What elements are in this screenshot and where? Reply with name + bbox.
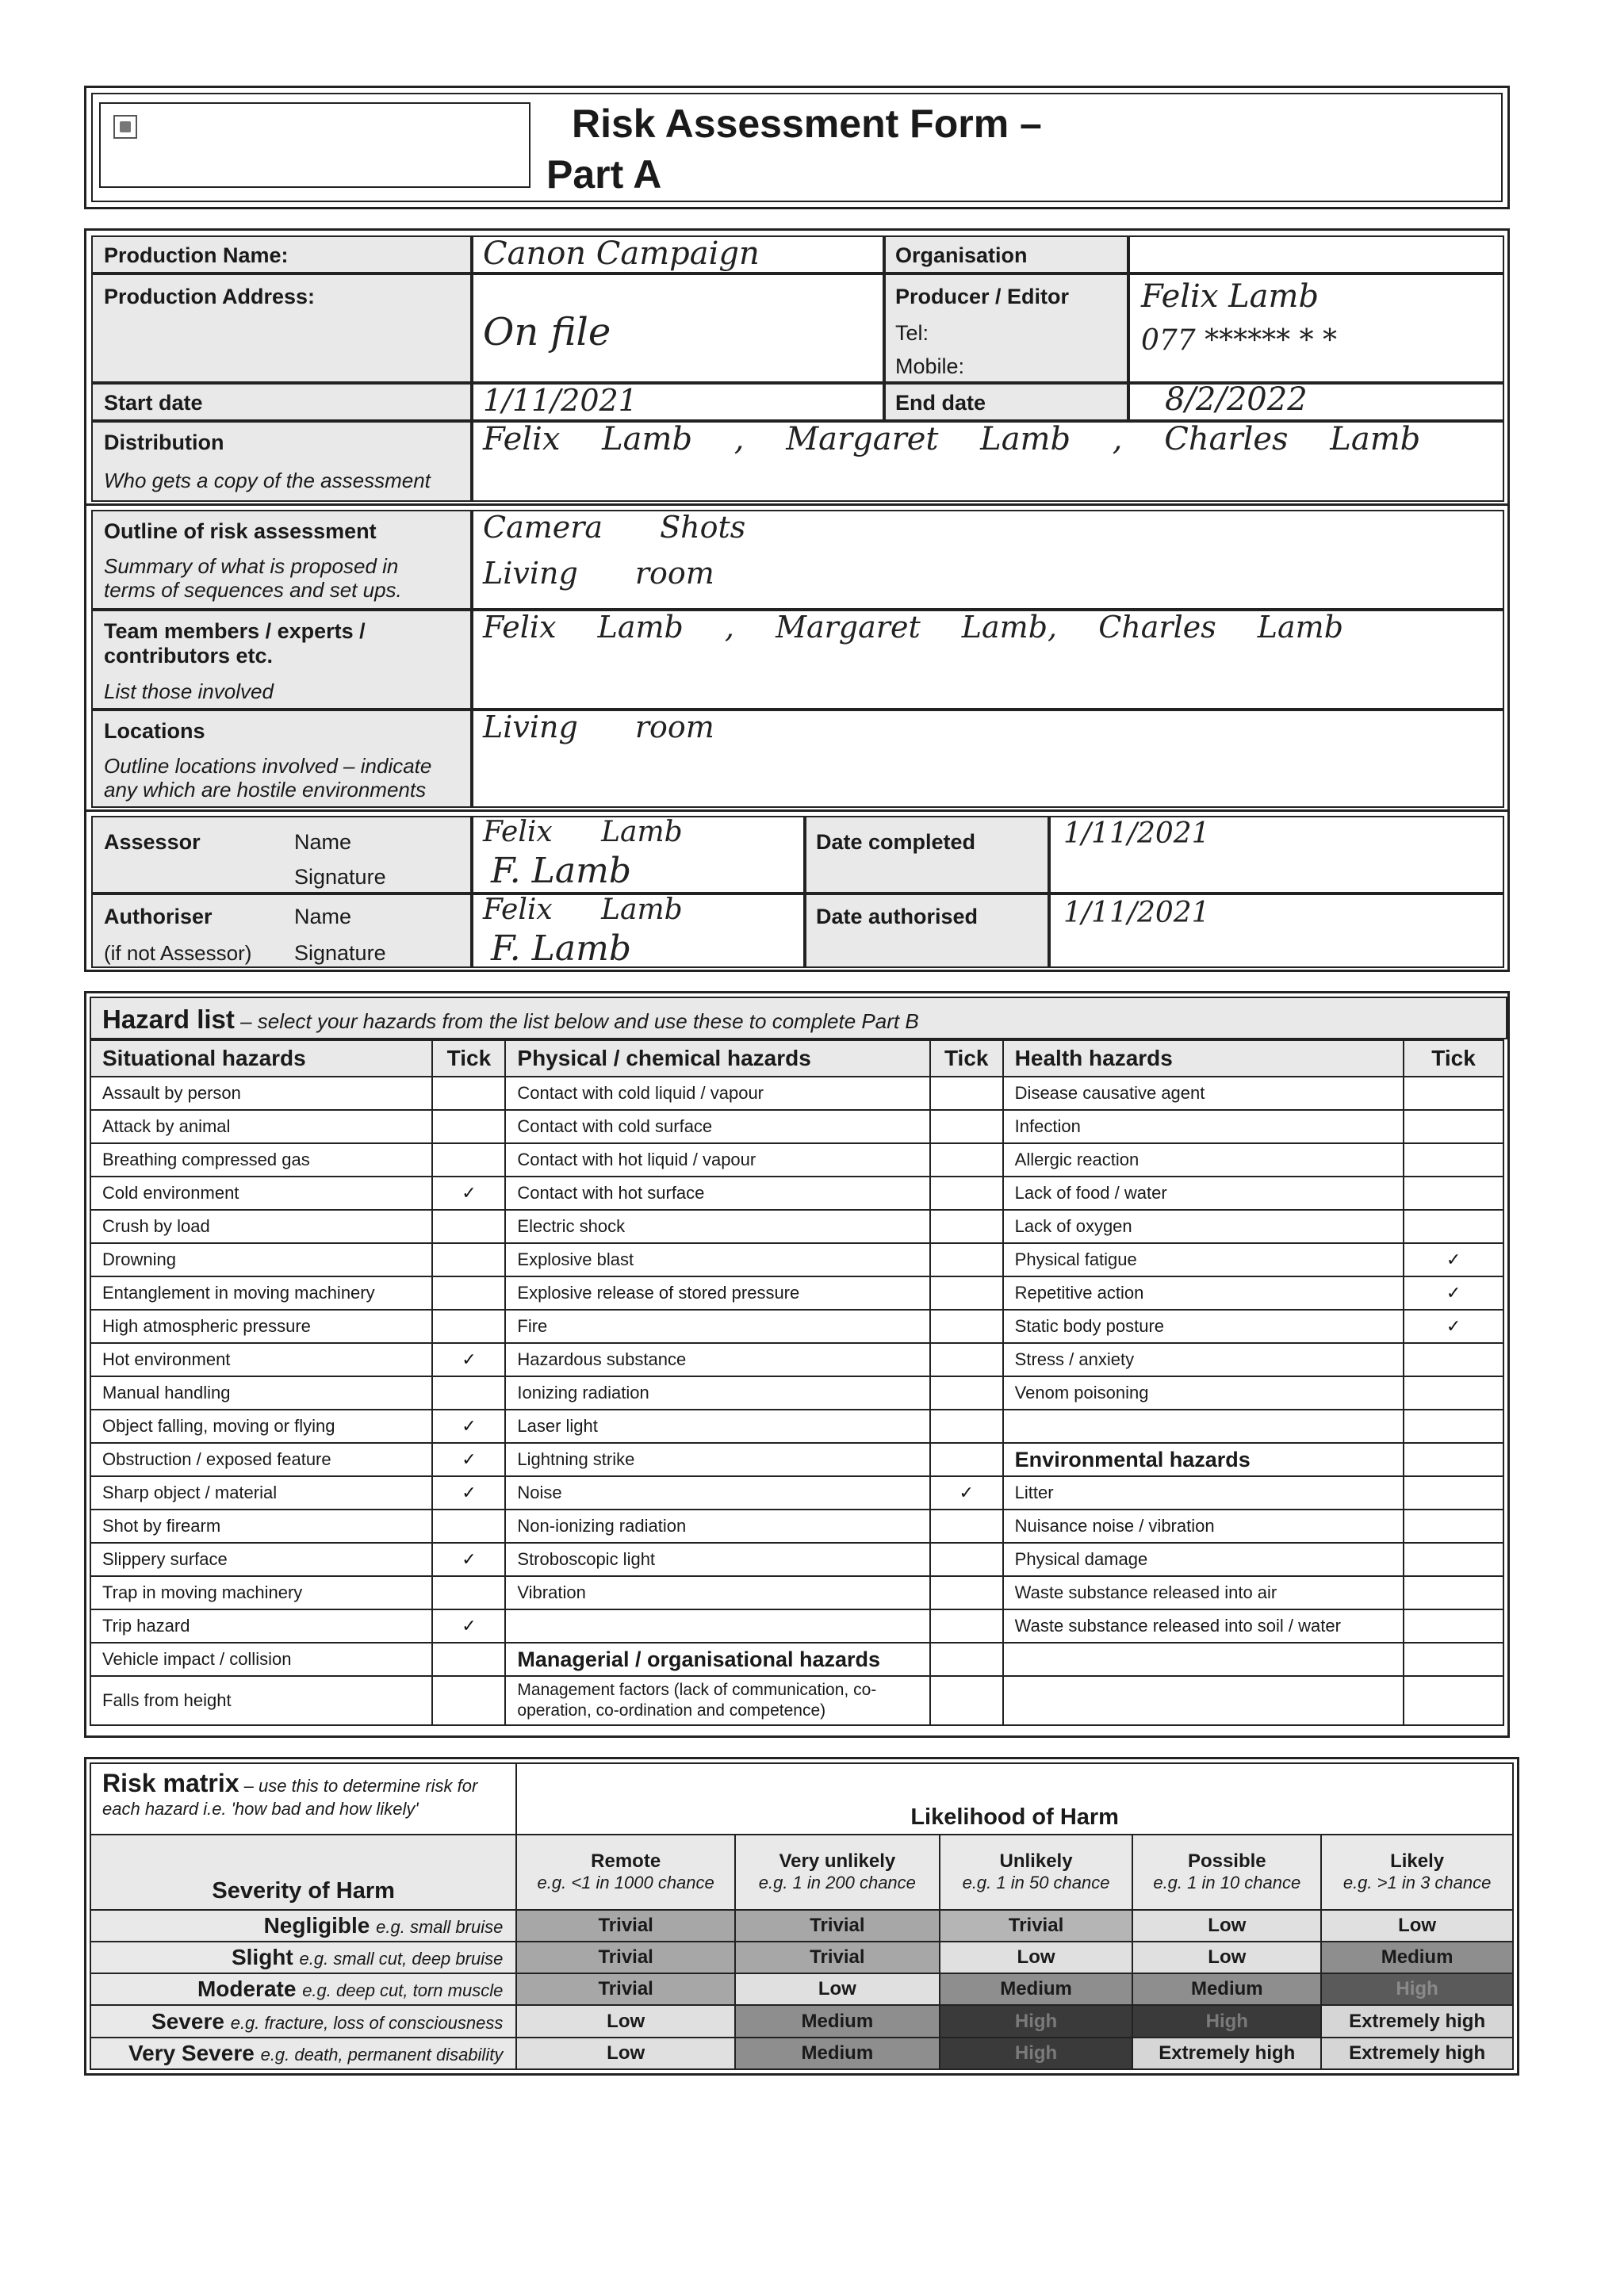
hazard-row bbox=[90, 1643, 1503, 1676]
empty-tick-cell bbox=[930, 1609, 1003, 1643]
date-completed-value[interactable]: 1/11/2021 bbox=[1063, 817, 1210, 850]
risk-level-cell: High bbox=[1321, 1973, 1513, 2005]
health-hazard-label: Repetitive action bbox=[1003, 1276, 1404, 1310]
locations-label: Locations bbox=[104, 719, 205, 743]
situational-hazard-label: Attack by animal bbox=[90, 1110, 432, 1143]
situational-hazard-label: Obstruction / exposed feature bbox=[90, 1443, 432, 1476]
producer-editor-value[interactable]: Felix Lamb bbox=[1141, 278, 1320, 315]
health-hazard-tick[interactable] bbox=[1404, 1077, 1503, 1110]
risk-matrix bbox=[84, 1757, 1519, 2076]
severity-label bbox=[90, 1942, 516, 1973]
tick-header: Tick bbox=[1404, 1040, 1503, 1077]
hazard-row bbox=[90, 1543, 1503, 1576]
production-address-value[interactable]: On file bbox=[483, 310, 611, 354]
risk-level-cell: High bbox=[1132, 2005, 1321, 2037]
health-hazard-label: Infection bbox=[1003, 1110, 1404, 1143]
hazard-row bbox=[90, 1676, 1503, 1725]
production-name-value[interactable]: Canon Campaign bbox=[483, 235, 760, 272]
physical-hazard-tick[interactable] bbox=[930, 1676, 1003, 1725]
severity-row bbox=[90, 1942, 1513, 1973]
physical-hazard-label: Hazardous substance bbox=[505, 1343, 929, 1376]
physical-hazard-label: Contact with cold liquid / vapour bbox=[505, 1077, 929, 1110]
tick-header: Tick bbox=[930, 1040, 1003, 1077]
severity-example: e.g. small bruise bbox=[376, 1916, 504, 1937]
distribution-label: Distribution bbox=[104, 430, 224, 454]
date-completed-label: Date completed bbox=[816, 830, 976, 854]
severity-name: Severe bbox=[151, 2008, 224, 2034]
physical-hazard-tick[interactable] bbox=[930, 1310, 1003, 1343]
health-hazard-tick[interactable] bbox=[1404, 1376, 1503, 1410]
form-header bbox=[84, 86, 1510, 209]
risk-matrix-subtitle: – use this to determine risk for each hazard i.e. 'how bad and how likely' bbox=[102, 1776, 478, 1819]
risk-level-cell: Medium bbox=[735, 2038, 940, 2069]
assessor-label: Assessor bbox=[104, 830, 201, 854]
physical-hazard-label: Explosive blast bbox=[505, 1243, 929, 1276]
risk-level-cell: Extremely high bbox=[1321, 2038, 1513, 2069]
empty-cell bbox=[1003, 1676, 1404, 1725]
situational-hazard-tick[interactable] bbox=[432, 1110, 505, 1143]
risk-level-cell: Low bbox=[1321, 1910, 1513, 1942]
physical-hazard-tick[interactable] bbox=[930, 1443, 1003, 1476]
severity-label bbox=[90, 2038, 516, 2069]
empty-tick-cell bbox=[930, 1643, 1003, 1676]
physical-hazard-label: Management factors (lack of communication, co-operation, co-ordination and competence) bbox=[505, 1676, 929, 1725]
health-hazard-tick[interactable] bbox=[1404, 1343, 1503, 1376]
situational-hazard-label: Object falling, moving or flying bbox=[90, 1410, 432, 1443]
health-hazard-tick[interactable] bbox=[1404, 1476, 1503, 1510]
situational-hazard-tick[interactable] bbox=[432, 1077, 505, 1110]
health-hazard-tick[interactable] bbox=[1404, 1609, 1503, 1643]
risk-level-cell: Low bbox=[735, 1973, 940, 2005]
physical-hazard-label: Contact with cold surface bbox=[505, 1110, 929, 1143]
empty-cell bbox=[1003, 1643, 1404, 1676]
assessor-name-value[interactable]: Felix Lamb bbox=[483, 816, 683, 848]
situational-hazard-tick[interactable]: ✓ bbox=[432, 1476, 505, 1510]
physical-hazard-tick[interactable] bbox=[930, 1410, 1003, 1443]
health-hazard-tick[interactable] bbox=[1404, 1543, 1503, 1576]
hazard-row bbox=[90, 1210, 1503, 1243]
health-hazard-label: Disease causative agent bbox=[1003, 1077, 1404, 1110]
production-name-label: Production Name: bbox=[104, 243, 289, 267]
authoriser-signature-value[interactable]: F. Lamb bbox=[491, 928, 631, 969]
physical-hazard-tick[interactable] bbox=[930, 1276, 1003, 1310]
physical-hazard-tick[interactable] bbox=[930, 1543, 1003, 1576]
severity-example: e.g. fracture, loss of consciousness bbox=[230, 2012, 504, 2033]
severity-name: Moderate bbox=[197, 1976, 297, 2002]
situational-hazard-label: Drowning bbox=[90, 1243, 432, 1276]
risk-matrix-title: Risk matrix bbox=[102, 1769, 239, 1797]
severity-row bbox=[90, 2005, 1513, 2037]
risk-level-cell: Trivial bbox=[735, 1942, 940, 1973]
distribution-sublabel: Who gets a copy of the assessment bbox=[104, 469, 431, 492]
likelihood-example: e.g. 1 in 10 chance bbox=[1153, 1873, 1301, 1893]
production-details bbox=[84, 228, 1510, 972]
outline-value-line2[interactable]: Living room bbox=[483, 556, 714, 591]
situational-hazard-tick[interactable] bbox=[432, 1643, 505, 1676]
authoriser-name-label: Name bbox=[294, 905, 352, 928]
authoriser-name-value[interactable]: Felix Lamb bbox=[483, 894, 683, 926]
hazard-row bbox=[90, 1476, 1503, 1510]
situational-hazard-tick[interactable] bbox=[432, 1510, 505, 1543]
health-hazard-tick[interactable]: ✓ bbox=[1404, 1276, 1503, 1310]
situational-hazard-tick[interactable] bbox=[432, 1376, 505, 1410]
situational-hazard-label: Breathing compressed gas bbox=[90, 1143, 432, 1177]
severity-name: Very Severe bbox=[128, 2040, 255, 2065]
situational-hazard-tick[interactable]: ✓ bbox=[432, 1177, 505, 1210]
team-sublabel: List those involved bbox=[104, 679, 274, 703]
risk-level-cell: Trivial bbox=[940, 1910, 1133, 1942]
health-hazard-label: Litter bbox=[1003, 1476, 1404, 1510]
situational-hazard-tick[interactable]: ✓ bbox=[432, 1343, 505, 1376]
health-hazard-label: Stress / anxiety bbox=[1003, 1343, 1404, 1376]
hazard-table bbox=[90, 1039, 1504, 1726]
physical-hazard-label: Explosive release of stored pressure bbox=[505, 1276, 929, 1310]
empty-cell bbox=[1003, 1410, 1404, 1443]
severity-example: e.g. death, permanent disability bbox=[260, 2044, 504, 2064]
risk-level-cell: High bbox=[940, 2038, 1133, 2069]
health-hazard-label: Static body posture bbox=[1003, 1310, 1404, 1343]
hazard-row bbox=[90, 1276, 1503, 1310]
situational-hazard-label: Cold environment bbox=[90, 1177, 432, 1210]
risk-level-cell: Trivial bbox=[516, 1910, 735, 1942]
physical-hazard-label: Vibration bbox=[505, 1576, 929, 1609]
physical-hazard-tick[interactable] bbox=[930, 1143, 1003, 1177]
physical-hazard-tick[interactable] bbox=[930, 1376, 1003, 1410]
risk-matrix-table bbox=[90, 1762, 1514, 2070]
situational-hazard-label: Falls from height bbox=[90, 1676, 432, 1725]
severity-example: e.g. deep cut, torn muscle bbox=[302, 1980, 504, 2001]
severity-of-harm-label: Severity of Harm bbox=[212, 1877, 395, 1904]
situational-hazard-label: Vehicle impact / collision bbox=[90, 1643, 432, 1676]
team-value[interactable]: Felix Lamb , Margaret Lamb, Charles Lamb bbox=[483, 610, 1344, 645]
hazard-row bbox=[90, 1143, 1503, 1177]
situational-hazard-tick[interactable] bbox=[432, 1276, 505, 1310]
empty-tick-cell bbox=[1404, 1443, 1503, 1476]
situational-hazard-label: Hot environment bbox=[90, 1343, 432, 1376]
situational-hazard-label: Shot by firearm bbox=[90, 1510, 432, 1543]
situational-hazard-label: Sharp object / material bbox=[90, 1476, 432, 1510]
severity-row bbox=[90, 1910, 1513, 1942]
situational-hazard-tick[interactable]: ✓ bbox=[432, 1410, 505, 1443]
hazard-row bbox=[90, 1177, 1503, 1210]
physical-hazard-label: Non-ionizing radiation bbox=[505, 1510, 929, 1543]
mobile-label: Mobile: bbox=[895, 354, 965, 378]
physical-hazard-label: Ionizing radiation bbox=[505, 1376, 929, 1410]
physical-hazard-label: Noise bbox=[505, 1476, 929, 1510]
health-hazard-label: Lack of oxygen bbox=[1003, 1210, 1404, 1243]
severity-label bbox=[90, 1973, 516, 2005]
severity-row bbox=[90, 2038, 1513, 2069]
hazard-row bbox=[90, 1310, 1503, 1343]
situational-hazard-tick[interactable] bbox=[432, 1210, 505, 1243]
tick-header: Tick bbox=[432, 1040, 505, 1077]
physical-hazard-label: Fire bbox=[505, 1310, 929, 1343]
team-label: Team members / experts / contributors etc. bbox=[104, 619, 366, 668]
likelihood-name: Very unlikely bbox=[779, 1850, 896, 1873]
likelihood-remote bbox=[516, 1835, 735, 1910]
risk-level-cell: Low bbox=[1132, 1910, 1321, 1942]
health-hazard-label: Physical fatigue bbox=[1003, 1243, 1404, 1276]
physical-hazard-tick[interactable] bbox=[930, 1243, 1003, 1276]
hazard-row bbox=[90, 1510, 1503, 1543]
health-hazard-label: Physical damage bbox=[1003, 1543, 1404, 1576]
situational-hazard-label: Slippery surface bbox=[90, 1543, 432, 1576]
likelihood-very-unlikely bbox=[735, 1835, 940, 1910]
situational-hazard-tick[interactable] bbox=[432, 1676, 505, 1725]
health-hazard-tick[interactable] bbox=[1404, 1110, 1503, 1143]
outline-label: Outline of risk assessment bbox=[104, 519, 377, 543]
form-title-line2: Part A bbox=[546, 152, 662, 197]
situational-hazard-tick[interactable] bbox=[432, 1310, 505, 1343]
empty-tick-cell bbox=[1404, 1410, 1503, 1443]
hazard-list-title: Hazard list bbox=[102, 1004, 235, 1034]
environmental-hazards-header: Environmental hazards bbox=[1003, 1443, 1404, 1476]
assessor-name-label: Name bbox=[294, 830, 352, 854]
outline-sublabel: Summary of what is proposed in terms of sequences and set ups. bbox=[104, 554, 402, 602]
physical-hazard-tick[interactable] bbox=[930, 1177, 1003, 1210]
authoriser-signature-label: Signature bbox=[294, 941, 386, 965]
start-date-value[interactable]: 1/11/2021 bbox=[483, 383, 638, 418]
risk-level-cell: Low bbox=[516, 2038, 735, 2069]
organisation-label: Organisation bbox=[895, 243, 1028, 267]
risk-level-cell: Extremely high bbox=[1132, 2038, 1321, 2069]
date-authorised-label: Date authorised bbox=[816, 905, 979, 928]
hazard-row bbox=[90, 1576, 1503, 1609]
risk-level-cell: Medium bbox=[1132, 1973, 1321, 2005]
severity-label bbox=[90, 2005, 516, 2037]
risk-level-cell: Low bbox=[940, 1942, 1133, 1973]
situational-hazard-tick[interactable]: ✓ bbox=[432, 1609, 505, 1643]
hazard-row bbox=[90, 1343, 1503, 1376]
locations-value[interactable]: Living room bbox=[483, 710, 714, 744]
broken-image-icon bbox=[113, 115, 137, 139]
situational-hazard-label: Trap in moving machinery bbox=[90, 1576, 432, 1609]
situational-hazard-label: Manual handling bbox=[90, 1376, 432, 1410]
physical-hazard-label: Lightning strike bbox=[505, 1443, 929, 1476]
likelihood-name: Possible bbox=[1187, 1850, 1266, 1873]
risk-level-cell: Trivial bbox=[516, 1973, 735, 2005]
likelihood-likely bbox=[1321, 1835, 1513, 1910]
risk-level-cell: Extremely high bbox=[1321, 2005, 1513, 2037]
severity-example: e.g. small cut, deep bruise bbox=[299, 1949, 504, 1969]
assessor-signature-label: Signature bbox=[294, 865, 386, 889]
health-hazard-label: Waste substance released into air bbox=[1003, 1576, 1404, 1609]
health-hazard-tick[interactable] bbox=[1404, 1177, 1503, 1210]
form-title-line1: Risk Assessment Form – bbox=[572, 101, 1042, 146]
hazard-row bbox=[90, 1376, 1503, 1410]
situational-hazard-label: Trip hazard bbox=[90, 1609, 432, 1643]
likelihood-example: e.g. <1 in 1000 chance bbox=[537, 1873, 714, 1893]
end-date-label: End date bbox=[895, 391, 986, 415]
hazard-row bbox=[90, 1410, 1503, 1443]
likelihood-example: e.g. >1 in 3 chance bbox=[1342, 1873, 1492, 1893]
physical-hazard-label: Electric shock bbox=[505, 1210, 929, 1243]
hazard-row bbox=[90, 1443, 1503, 1476]
situational-hazard-label: Assault by person bbox=[90, 1077, 432, 1110]
physical-hazard-tick[interactable] bbox=[930, 1110, 1003, 1143]
hazard-row bbox=[90, 1243, 1503, 1276]
physical-hazard-tick[interactable] bbox=[930, 1343, 1003, 1376]
physical-hazard-tick[interactable] bbox=[930, 1077, 1003, 1110]
health-hazard-tick[interactable]: ✓ bbox=[1404, 1243, 1503, 1276]
health-hazard-tick[interactable] bbox=[1404, 1510, 1503, 1543]
severity-name: Negligible bbox=[263, 1912, 370, 1938]
physical-chemical-hazards-header: Physical / chemical hazards bbox=[505, 1040, 929, 1077]
hazard-header-row bbox=[90, 1040, 1503, 1077]
managerial-hazards-header: Managerial / organisational hazards bbox=[505, 1643, 929, 1676]
outline-value-line1[interactable]: Camera Shots bbox=[483, 510, 746, 545]
risk-level-cell: Trivial bbox=[735, 1910, 940, 1942]
risk-level-cell: Medium bbox=[940, 1973, 1133, 2005]
health-hazards-header: Health hazards bbox=[1003, 1040, 1404, 1077]
situational-hazard-label: High atmospheric pressure bbox=[90, 1310, 432, 1343]
physical-hazard-tick[interactable] bbox=[930, 1210, 1003, 1243]
severity-label bbox=[90, 1910, 516, 1942]
situational-hazard-tick[interactable]: ✓ bbox=[432, 1543, 505, 1576]
likelihood-name: Unlikely bbox=[999, 1850, 1073, 1873]
hazard-row bbox=[90, 1077, 1503, 1110]
situational-hazard-label: Entanglement in moving machinery bbox=[90, 1276, 432, 1310]
locations-sublabel: Outline locations involved – indicate any which are hostile environments bbox=[104, 754, 432, 802]
empty-cell bbox=[505, 1609, 929, 1643]
situational-hazards-header: Situational hazards bbox=[90, 1040, 432, 1077]
date-authorised-value[interactable]: 1/11/2021 bbox=[1063, 897, 1210, 929]
tel-label: Tel: bbox=[895, 321, 929, 345]
physical-hazard-tick[interactable] bbox=[930, 1510, 1003, 1543]
situational-hazard-tick[interactable] bbox=[432, 1576, 505, 1609]
hazard-row bbox=[90, 1110, 1503, 1143]
authoriser-sublabel: (if not Assessor) bbox=[104, 941, 252, 965]
severity-name: Slight bbox=[231, 1945, 293, 1970]
start-date-label: Start date bbox=[104, 391, 203, 415]
health-hazard-tick[interactable] bbox=[1404, 1576, 1503, 1609]
likelihood-unlikely bbox=[940, 1835, 1133, 1910]
health-hazard-tick[interactable]: ✓ bbox=[1404, 1310, 1503, 1343]
risk-level-cell: Low bbox=[1132, 1942, 1321, 1973]
situational-hazard-tick[interactable] bbox=[432, 1243, 505, 1276]
health-hazard-label: Waste substance released into soil / water bbox=[1003, 1609, 1404, 1643]
situational-hazard-label: Crush by load bbox=[90, 1210, 432, 1243]
physical-hazard-label: Contact with hot surface bbox=[505, 1177, 929, 1210]
hazard-list-subtitle: – select your hazards from the list below and use these to complete Part B bbox=[234, 1009, 919, 1033]
physical-hazard-tick[interactable] bbox=[930, 1576, 1003, 1609]
distribution-value[interactable]: Felix Lamb , Margaret Lamb , Charles Lamb bbox=[483, 421, 1421, 457]
physical-hazard-tick[interactable]: ✓ bbox=[930, 1476, 1003, 1510]
physical-hazard-label: Contact with hot liquid / vapour bbox=[505, 1143, 929, 1177]
likelihood-example: e.g. 1 in 50 chance bbox=[962, 1873, 1110, 1893]
likelihood-example: e.g. 1 in 200 chance bbox=[758, 1873, 916, 1893]
hazard-list bbox=[84, 991, 1510, 1738]
phone-value[interactable]: 077 ****** * * bbox=[1141, 324, 1338, 357]
situational-hazard-tick[interactable] bbox=[432, 1143, 505, 1177]
health-hazard-tick[interactable] bbox=[1404, 1143, 1503, 1177]
likelihood-name: Likely bbox=[1390, 1850, 1445, 1873]
risk-level-cell: High bbox=[940, 2005, 1133, 2037]
health-hazard-label: Allergic reaction bbox=[1003, 1143, 1404, 1177]
health-hazard-label: Nuisance noise / vibration bbox=[1003, 1510, 1404, 1543]
risk-level-cell: Medium bbox=[735, 2005, 940, 2037]
physical-hazard-label: Stroboscopic light bbox=[505, 1543, 929, 1576]
likelihood-of-harm-label: Likelihood of Harm bbox=[910, 1804, 1119, 1830]
risk-level-cell: Trivial bbox=[516, 1942, 735, 1973]
empty-tick-cell bbox=[1404, 1643, 1503, 1676]
assessor-signature-value[interactable]: F. Lamb bbox=[491, 851, 631, 891]
likelihood-name: Remote bbox=[591, 1850, 661, 1873]
production-address-label: Production Address: bbox=[104, 285, 316, 308]
likelihood-possible bbox=[1132, 1835, 1321, 1910]
end-date-value[interactable]: 8/2/2022 bbox=[1165, 381, 1308, 418]
severity-row bbox=[90, 1973, 1513, 2005]
health-hazard-tick[interactable] bbox=[1404, 1210, 1503, 1243]
risk-level-cell: Low bbox=[516, 2005, 735, 2037]
risk-level-cell: Medium bbox=[1321, 1942, 1513, 1973]
empty-tick-cell bbox=[1404, 1676, 1503, 1725]
authoriser-label: Authoriser bbox=[104, 905, 213, 928]
health-hazard-label: Lack of food / water bbox=[1003, 1177, 1404, 1210]
hazard-row bbox=[90, 1609, 1503, 1643]
health-hazard-label: Venom poisoning bbox=[1003, 1376, 1404, 1410]
logo-box bbox=[99, 102, 530, 188]
producer-editor-label: Producer / Editor bbox=[895, 285, 1070, 308]
situational-hazard-tick[interactable]: ✓ bbox=[432, 1443, 505, 1476]
physical-hazard-label: Laser light bbox=[505, 1410, 929, 1443]
